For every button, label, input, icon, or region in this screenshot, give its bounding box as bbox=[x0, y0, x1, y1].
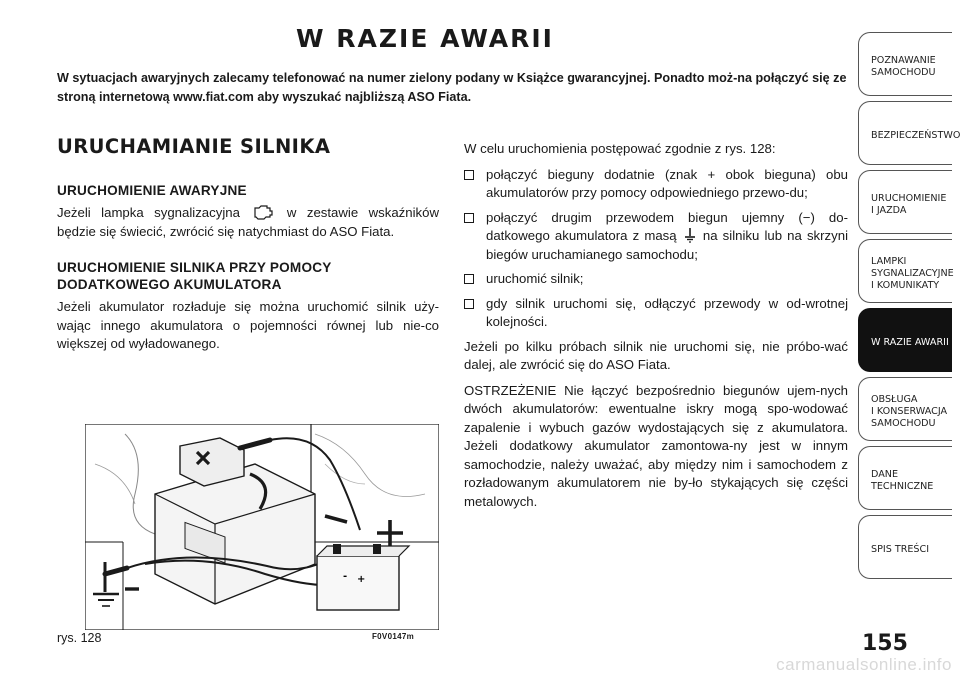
heading-emergency-start: URUCHOMIENIE AWARYJNE bbox=[57, 183, 247, 198]
tab-dane-techniczne[interactable]: DANE TECHNICZNE bbox=[858, 446, 952, 510]
list-item: gdy silnik uruchomi się, odłączyć przewody w od-wrotnej kolejności. bbox=[464, 295, 848, 332]
tab-obsluga[interactable]: OBSŁUGA I KONSERWACJA SAMOCHODU bbox=[858, 377, 952, 441]
procedure-lead: W celu uruchomienia postępować zgodnie z rys. 128: bbox=[464, 141, 776, 156]
section-title: URUCHAMIANIE SILNIKA bbox=[57, 135, 331, 158]
tab-lampki[interactable]: LAMPKI SYGNALIZACYJNE I KOMUNIKATY bbox=[858, 239, 952, 303]
page-number: 155 bbox=[862, 631, 908, 656]
list-item: połączyć bieguny dodatnie (znak + obok bieguna) obu akumulatorów przy pomocy odpowiedniego przewo-du; bbox=[464, 166, 848, 203]
tab-spis-tresci[interactable]: SPIS TREŚCI bbox=[858, 515, 952, 579]
tab-uruchomienie[interactable]: URUCHOMIENIE I JAZDA bbox=[858, 170, 952, 234]
engine-warning-icon bbox=[252, 204, 274, 220]
tab-bezpieczenstwo[interactable]: BEZPIECZEŃSTWO bbox=[858, 101, 952, 165]
right-column bbox=[464, 140, 848, 518]
figure-code: F0V0147m bbox=[372, 632, 414, 641]
left-column bbox=[57, 182, 439, 372]
paragraph-retry: Jeżeli po kilku próbach silnik nie uruchomi się, nie próbo-wać dalej, ale zwrócić się do ASO Fiata. bbox=[464, 338, 848, 372]
figure-caption: rys. 128 bbox=[57, 631, 102, 645]
tab-poznawanie[interactable]: POZNAWANIE SAMOCHODU bbox=[858, 32, 952, 96]
list-item: połączyć drugim przewodem biegun ujemny (−) do-datkowego akumulatora z masą na silniku lub na skrzyni biegów uruchamianego samochodu; bbox=[464, 209, 848, 265]
watermark: carmanualsonline.info bbox=[776, 655, 952, 674]
battery-jump-illustration bbox=[85, 424, 439, 630]
svg-text:+: + bbox=[357, 574, 366, 585]
page-title: W RAZIE AWARII bbox=[296, 24, 554, 53]
svg-text:-: - bbox=[343, 571, 348, 582]
paragraph-warning: OSTRZEŻENIE Nie łączyć bezpośrednio biegunów ujem-nych dwóch akumulatorów: ewentualne iskry mogą spo-wodować zapalenie i wybuch gazów wydostających się z akumulatora. Jeżeli dodatkowy akumulator zamontowa-ny jest w innym samochodzie, należy uważać, aby między nim i samochodem z rozładowanym akumulatorem nie by-ło stykających się części metalowych. bbox=[464, 382, 848, 509]
paragraph-jump-start: Jeżeli akumulator rozładuje się można uruchomić silnik uży-wając innego akumulatora o pojemności równej lub nie-co większej od wyładowanego. bbox=[57, 299, 439, 351]
battery-diagram bbox=[85, 424, 439, 630]
tab-w-razie-awarii[interactable]: W RAZIE AWARII bbox=[858, 308, 952, 372]
ground-symbol-icon bbox=[684, 228, 696, 243]
procedure-list bbox=[464, 166, 848, 332]
list-item: uruchomić silnik; bbox=[464, 270, 848, 289]
paragraph-emergency-start: Jeżeli lampka sygnalizacyjna w zestawie wskaźników będzie się świecić, zwrócić się natychmiast do ASO Fiata. bbox=[57, 205, 439, 239]
chapter-index bbox=[858, 32, 960, 584]
heading-jump-start: URUCHOMIENIE SILNIKA PRZY POMOCY DODATKOWEGO AKUMULATORA bbox=[57, 260, 332, 292]
intro-text: W sytuacjach awaryjnych zalecamy telefonować na numer zielony podany w Książce gwarancyjnej. Ponadto moż-na połączyć się ze stroną internetową www.fiat.com aby wyszukać najbliższą ASO Fiata. bbox=[57, 71, 847, 104]
